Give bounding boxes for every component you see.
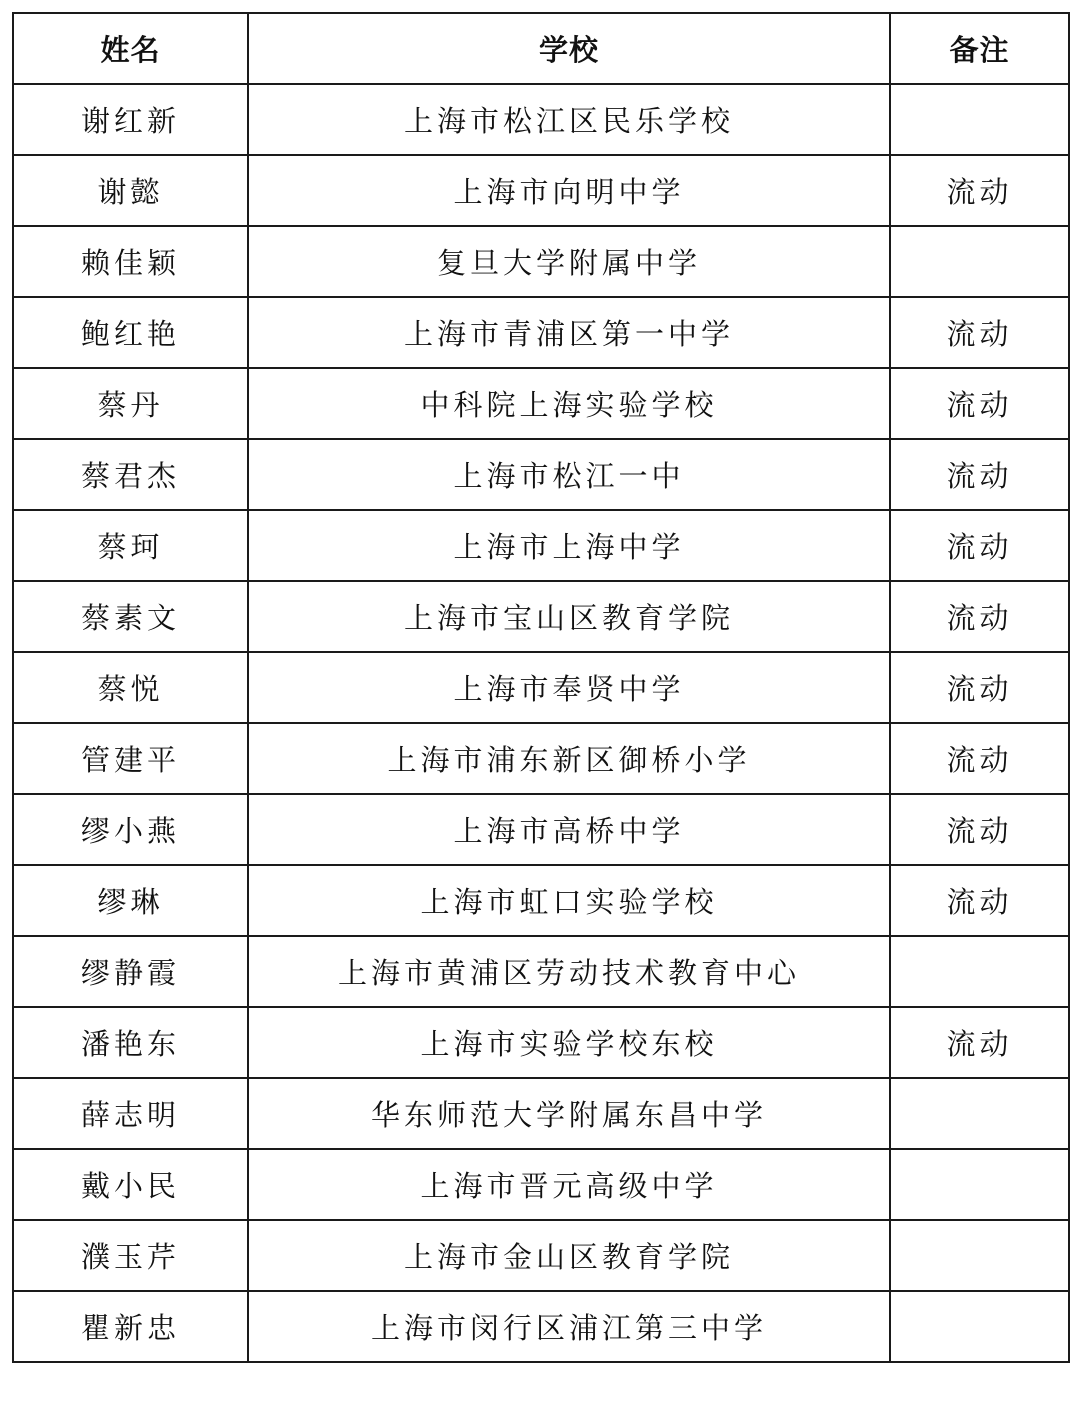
cell-note: 流动 [890,652,1069,723]
cell-name: 濮玉芹 [13,1220,248,1291]
cell-name: 鲍红艳 [13,297,248,368]
table-row [13,84,1069,155]
table-row [13,1220,1069,1291]
cell-school: 上海市虹口实验学校 [248,865,890,936]
cell-school: 华东师范大学附属东昌中学 [248,1078,890,1149]
cell-school: 上海市上海中学 [248,510,890,581]
cell-name: 薛志明 [13,1078,248,1149]
roster-sheet [12,12,1068,1363]
cell-name: 蔡丹 [13,368,248,439]
cell-note [890,226,1069,297]
column-header-name: 姓名 [13,13,248,84]
cell-name: 缪静霞 [13,936,248,1007]
cell-school: 上海市松江一中 [248,439,890,510]
table-row [13,297,1069,368]
cell-school: 上海市金山区教育学院 [248,1220,890,1291]
table-row [13,936,1069,1007]
table-row [13,155,1069,226]
cell-note: 流动 [890,581,1069,652]
cell-note [890,1078,1069,1149]
table-row [13,794,1069,865]
cell-school: 上海市实验学校东校 [248,1007,890,1078]
cell-name: 蔡素文 [13,581,248,652]
column-header-school: 学校 [248,13,890,84]
cell-name: 谢红新 [13,84,248,155]
cell-note: 流动 [890,865,1069,936]
cell-school: 上海市宝山区教育学院 [248,581,890,652]
table-row [13,368,1069,439]
table-row [13,1291,1069,1362]
cell-name: 蔡君杰 [13,439,248,510]
table-row [13,865,1069,936]
cell-name: 瞿新忠 [13,1291,248,1362]
cell-note: 流动 [890,368,1069,439]
table-row [13,1007,1069,1078]
cell-school: 上海市浦东新区御桥小学 [248,723,890,794]
cell-note [890,1149,1069,1220]
cell-note: 流动 [890,439,1069,510]
table-row [13,510,1069,581]
cell-name: 潘艳东 [13,1007,248,1078]
cell-note [890,1220,1069,1291]
cell-note [890,936,1069,1007]
cell-school: 上海市闵行区浦江第三中学 [248,1291,890,1362]
cell-school: 上海市高桥中学 [248,794,890,865]
cell-name: 缪小燕 [13,794,248,865]
table-row [13,723,1069,794]
cell-note: 流动 [890,1007,1069,1078]
cell-name: 蔡珂 [13,510,248,581]
table-row [13,652,1069,723]
cell-school: 上海市晋元高级中学 [248,1149,890,1220]
cell-school: 上海市奉贤中学 [248,652,890,723]
cell-name: 蔡悦 [13,652,248,723]
cell-name: 管建平 [13,723,248,794]
cell-note: 流动 [890,155,1069,226]
cell-note: 流动 [890,723,1069,794]
cell-school: 上海市黄浦区劳动技术教育中心 [248,936,890,1007]
roster-table [12,12,1070,1363]
table-row [13,439,1069,510]
cell-name: 缪琳 [13,865,248,936]
cell-note [890,84,1069,155]
cell-school: 复旦大学附属中学 [248,226,890,297]
table-row [13,1149,1069,1220]
cell-note: 流动 [890,794,1069,865]
table-row [13,581,1069,652]
cell-name: 戴小民 [13,1149,248,1220]
cell-note [890,1291,1069,1362]
column-header-note: 备注 [890,13,1069,84]
cell-name: 谢懿 [13,155,248,226]
cell-school: 上海市青浦区第一中学 [248,297,890,368]
table-row [13,1078,1069,1149]
header-row [13,13,1069,84]
table-row [13,226,1069,297]
cell-name: 赖佳颖 [13,226,248,297]
cell-school: 上海市松江区民乐学校 [248,84,890,155]
cell-school: 上海市向明中学 [248,155,890,226]
cell-school: 中科院上海实验学校 [248,368,890,439]
cell-note: 流动 [890,510,1069,581]
cell-note: 流动 [890,297,1069,368]
